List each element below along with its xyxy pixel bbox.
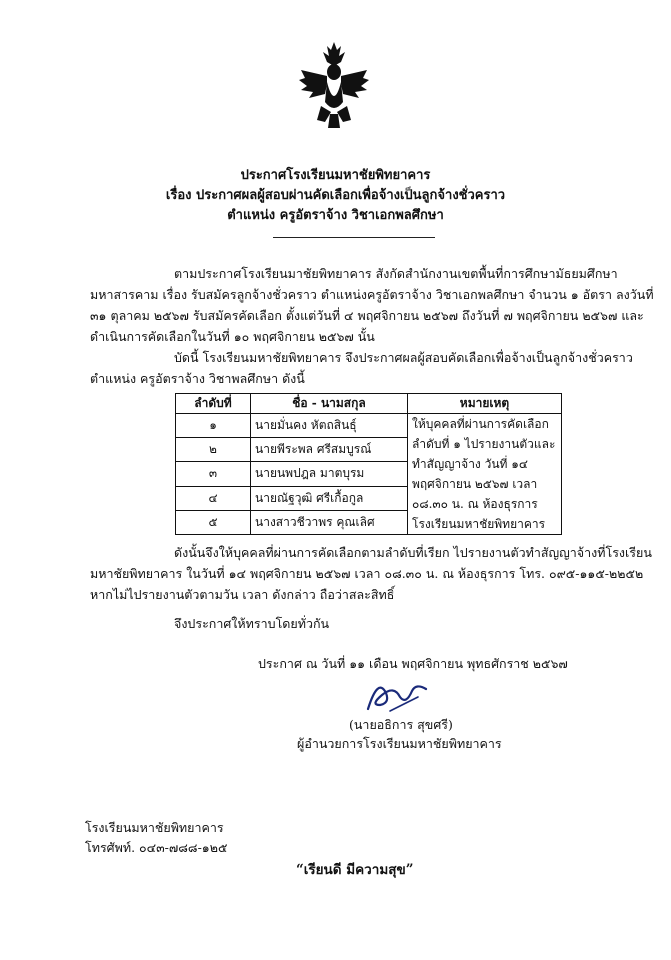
row-order: ๔	[176, 486, 251, 510]
para2-line: ตำแหน่ง ครูอัตราจ้าง วิชาพลศึกษา ดังนี้	[90, 371, 305, 386]
row-name: นายณัฐวุฒิ ศรีเกื้อกูล	[251, 486, 408, 510]
para3-line: หากไม่ไปรายงานตัวตามวัน เวลา ดังกล่าว ถือว่าสละสิทธิ์	[90, 587, 395, 602]
row-name: นายมั่นคง หัตถสินธุ์	[251, 414, 408, 438]
row-remark: ให้บุคคลที่ผ่านการคัดเลือกลำดับที่ ๑ ไปรายงานตัวและทำสัญญาจ้าง วันที่ ๑๔ พฤศจิกายน ๒๕๖๗ เวลา ๐๘.๓๐ น. ณ ห้องธุรการ โรงเรียนมหาชัยพิทยาคาร	[408, 414, 562, 535]
results-table	[175, 393, 562, 535]
document-subject: เรื่อง ประกาศผลผู้สอบผ่านคัดเลือกเพื่อจ้างเป็นลูกจ้างชั่วคราว	[165, 188, 506, 203]
school-name: โรงเรียนมหาชัยพิทยาคาร	[85, 820, 224, 835]
header-order: ลำดับที่	[176, 394, 251, 414]
school-motto: “เรียนดี มีความสุข”	[296, 862, 414, 878]
document-title: ประกาศโรงเรียนมหาชัยพิทยาคาร	[240, 168, 431, 183]
signer-title: ผู้อำนวยการโรงเรียนมหาชัยพิทยาคาร	[297, 736, 502, 751]
para1-line: ดำเนินการคัดเลือกในวันที่ ๑๐ พฤศจิกายน ๒๕๖๗ นั้น	[90, 329, 375, 344]
document-position: ตำแหน่ง ครูอัตราจ้าง วิชาเอกพลศึกษา	[227, 208, 444, 223]
header-name: ชื่อ - นามสกุล	[251, 394, 408, 414]
para3-line: ดังนั้นจึงให้บุคคลที่ผ่านการคัดเลือกตามลำดับที่เรียก ไปรายงานตัวทำสัญญาจ้างที่โรงเรียน	[174, 545, 652, 560]
row-order: ๕	[176, 510, 251, 534]
title-divider	[273, 237, 435, 238]
signature-icon	[360, 675, 430, 715]
para2-line: บัดนี้ โรงเรียนมหาชัยพิทยาคาร จึงประกาศผลผู้สอบคัดเลือกเพื่อจ้างเป็นลูกจ้างชั่วคราว	[174, 350, 633, 365]
table-row	[176, 414, 562, 438]
closing-statement: จึงประกาศให้ทราบโดยทั่วกัน	[174, 616, 330, 631]
row-order: ๒	[176, 438, 251, 462]
row-name: นางสาวชีวาพร คุณเลิศ	[251, 510, 408, 534]
para1-line: มหาสารคาม เรื่อง รับสมัครลูกจ้างชั่วคราว ตำแหน่งครูอัตราจ้าง วิชาเอกพลศึกษา จำนวน ๑ อัตรา ลงวันที่	[90, 287, 654, 302]
signer-name: (นายอธิการ สุขศรี)	[349, 717, 453, 732]
header-remark: หมายเหตุ	[408, 394, 562, 414]
announce-date: ประกาศ ณ วันที่ ๑๑ เดือน พฤศจิกายน พุทธศักราช ๒๕๖๗	[258, 656, 568, 671]
row-name: นายพีระพล ศรีสมบูรณ์	[251, 438, 408, 462]
row-order: ๓	[176, 462, 251, 486]
school-phone: โทรศัพท์. ๐๔๓-๗๘๘-๑๒๕	[85, 840, 228, 855]
row-order: ๑	[176, 414, 251, 438]
table-header-row	[176, 394, 562, 414]
garuda-emblem-icon	[297, 40, 371, 130]
para1-line: ตามประกาศโรงเรียนมาชัยพิทยาคาร สังกัดสำนักงานเขตพื้นที่การศึกษามัธยมศึกษา	[174, 266, 618, 281]
row-name: นายนพปฎล มาตบุรม	[251, 462, 408, 486]
para1-line: ๓๑ ตุลาคม ๒๕๖๗ รับสมัครคัดเลือก ตั้งแต่วันที่ ๔ พฤศจิกายน ๒๕๖๗ ถึงวันที่ ๗ พฤศจิกายน ๒๕๖๗ และ	[90, 308, 644, 323]
para3-line: มหาชัยพิทยาคาร ในวันที่ ๑๔ พฤศจิกายน ๒๕๖๗ เวลา ๐๘.๓๐ น. ณ ห้องธุรการ โทร. ๐๙๕-๑๑๕-๒๒๕๒	[90, 566, 644, 581]
